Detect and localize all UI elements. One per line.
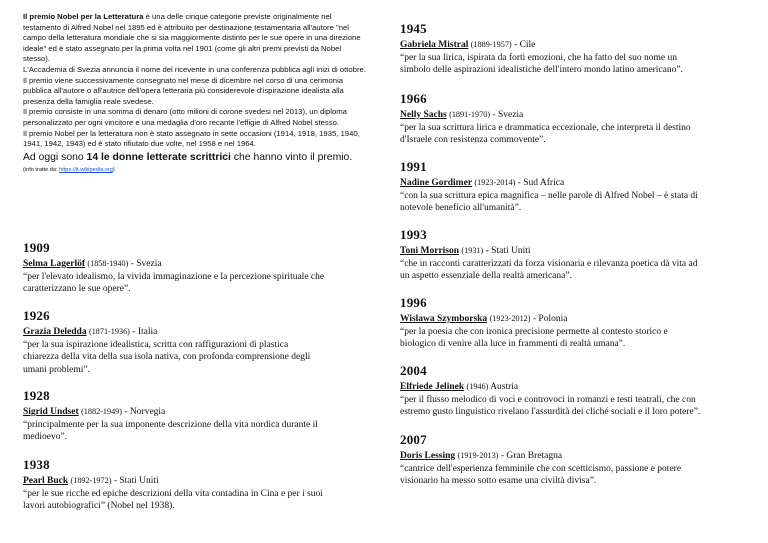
motivation-line: “per l'elevato idealismo, la vivida immaginazione e la percezione spirituale che xyxy=(23,271,325,282)
entry-year: 2004 xyxy=(400,363,427,378)
motivation-line: “per la sua ispirazione idealistica, scritta con raffigurazioni di plastica xyxy=(23,339,289,350)
entry-year: 1996 xyxy=(400,295,427,310)
laureate-entry-1938 xyxy=(23,458,373,513)
motivation-line: simbolo delle aspirazioni idealistiche dell'intero mondo latino americano”. xyxy=(400,65,683,75)
motivation-line: medioevo”. xyxy=(23,432,68,442)
laureate-name: Doris Lessing xyxy=(400,451,456,461)
laureate-country: - Svezia xyxy=(128,259,162,269)
motivation-line: umani problemi”. xyxy=(23,364,91,375)
laureate-name: Selma Lagerlöf xyxy=(23,259,86,269)
motivation-line: “che in racconti caratterizzati da forza visionaria e rilevanza poetica dà vita ad xyxy=(400,258,698,269)
laureate-name: Toni Morrison xyxy=(400,246,460,256)
laureate-entry-1991 xyxy=(400,160,745,215)
motivation-line: d'Israele con resistenza commovente”. xyxy=(400,135,546,145)
laureate-entry-1945 xyxy=(400,22,745,77)
motivation-line: “per la poesia che con ironica precisione permette al contesto storico e xyxy=(400,326,668,337)
motivation-line: “cantrice dell'esperienza femminile che con scetticismo, passione e potere xyxy=(400,463,682,474)
entry-year: 1991 xyxy=(400,159,427,174)
laureate-dates: (1931) xyxy=(461,246,484,255)
laureate-country: - Norvegia xyxy=(122,407,166,417)
laureate-dates: (1892-1972) xyxy=(70,476,112,485)
entry-year: 1993 xyxy=(400,227,427,242)
laureate-entry-1909 xyxy=(23,241,373,296)
entry-year: 2007 xyxy=(400,432,427,447)
laureate-name: Nelly Sachs xyxy=(400,110,447,120)
intro-paragraph-4: Il premio Nobel per la letteratura non è stato assegnato in sette occasioni (1914, 1918, 1935, 1940, 1941, 1942, 1943) ed è stato rifiutato due volte, nel 1958 e nel 1964. xyxy=(23,128,360,149)
laureate-country: - Sud Africa xyxy=(515,178,565,188)
laureate-name: Pearl Buck xyxy=(23,476,69,486)
laureate-name: Elfriede Jelinek xyxy=(400,382,465,392)
laureate-dates: (1946) xyxy=(466,382,489,391)
laureate-name: Gabriela Mistral xyxy=(400,40,469,50)
intro-paragraph-3: Il premio consiste in una somma di denaro (otto milioni di corone svedesi nel 2013), un diploma personalizzato per ogni vincitore e una medaglia d'oro recante l'effigie di Alfred Nobel stesso. xyxy=(23,107,347,127)
motivation-line: caratterizzano le sue opere”. xyxy=(23,284,131,294)
motivation-line: estremo gusto linguistico rivelano l'assurdità dei cliché sociali e il loro potere”. xyxy=(400,407,701,417)
laureate-dates: (1858-1940) xyxy=(87,259,129,268)
entry-year: 1938 xyxy=(23,457,50,472)
motivation-line: un aspetto essenziale della realtà americana”. xyxy=(400,271,572,281)
source-note: (info tratte da: https://it.wikipedia.org) xyxy=(23,166,115,173)
laureate-country: - Polonia xyxy=(530,314,568,324)
laureate-country: - Gran Bretagna xyxy=(498,451,563,461)
intro-paragraph-1: Il premio Nobel per la Letteratura è una delle cinque categorie previste originalmente nel testamento di Alfred Nobel nel 1895 ed è attribuito per destinazione testamentaria all'autore "nel campo della letteratura mondiale che si sia maggiormente distinto per le sue opere in una direzione ideale" ed è stato assegnato per la prima volta nel 1901 (come gli altri premi previsti da Nobel stesso). xyxy=(23,12,361,64)
laureate-dates: (1891-1970) xyxy=(449,110,491,119)
laureate-country: - Stati Uniti xyxy=(111,476,159,486)
laureate-dates: (1882-1949) xyxy=(81,407,123,416)
laureate-entry-2007 xyxy=(400,433,745,488)
laureate-entry-1928 xyxy=(23,389,373,444)
laureate-entry-1926 xyxy=(23,309,373,376)
laureate-name: Nadine Gordimer xyxy=(400,178,473,188)
laureate-entry-1966 xyxy=(400,92,745,147)
motivation-line: visionario ha messo sotto esame una civiltà divisa”. xyxy=(400,476,597,486)
laureate-dates: (1923-2014) xyxy=(474,178,516,187)
source-link[interactable]: https://it.wikipedia.org xyxy=(59,166,113,173)
motivation-line: “per la sua lirica, ispirata da forti emozioni, che ha fatto del suo nome un xyxy=(400,52,677,63)
motivation-line: “per la sua scrittura lirica e drammatica eccezionale, che interpreta il destino xyxy=(400,122,691,133)
laureate-country: Austria xyxy=(488,382,519,392)
laureate-dates: (1919-2013) xyxy=(457,451,499,460)
laureate-name: Grazia Deledda xyxy=(23,327,87,337)
laureate-country: - Italia xyxy=(129,327,158,337)
laureate-entry-2004 xyxy=(400,364,745,419)
entry-year: 1909 xyxy=(23,240,50,255)
laureate-country: - Svezia xyxy=(490,110,524,120)
women-count-statement: Ad oggi sono 14 le donne letterate scrittrici che hanno vinto il premio. xyxy=(23,151,353,163)
entry-year: 1945 xyxy=(400,21,427,36)
motivation-line: “principalmente per la sua imponente descrizione della vita nordica durante il xyxy=(23,419,318,430)
entry-year: 1926 xyxy=(23,308,50,323)
motivation-line: chiarezza della vita della sua isola nativa, con profonda comprensione degli xyxy=(23,352,311,362)
entry-year: 1928 xyxy=(23,388,50,403)
motivation-line: “per le sue ricche ed epiche descrizioni della vita contadina in Cina e per i suoi xyxy=(23,488,323,499)
entry-year: 1966 xyxy=(400,91,427,106)
motivation-line: “per il flusso melodico di voci e controvoci in romanzi e testi teatrali, che con xyxy=(400,394,696,405)
intro-paragraph-2: L'Accademia di Svezia annuncia il nome del ricevente in una conferenza pubblica agli inizi di ottobre. Il premio viene successivamente consegnato nel mese di dicembre nel corso di una cerimonia pubblica all'autore o all'autrice dell'opera letteraria più considerevole d'ispirazione idealista alla presenza della famiglia reale svedese. xyxy=(23,64,366,106)
laureate-entry-1993 xyxy=(400,228,745,283)
motivation-line: lavori autobiografici” (Nobel nel 1938). xyxy=(23,501,175,511)
motivation-line: notevole beneficio all'umanità”. xyxy=(400,203,522,213)
laureate-dates: (1889-1957) xyxy=(470,40,512,49)
motivation-line: biologico di venire alla luce in frammenti di realtà umana”. xyxy=(400,339,626,349)
laureate-name: Sigrid Undset xyxy=(23,407,79,417)
laureate-dates: (1871-1936) xyxy=(88,327,130,336)
laureate-entry-1996 xyxy=(400,296,745,351)
laureate-dates: (1923-2012) xyxy=(489,314,531,323)
laureate-country: - Cile xyxy=(511,40,536,50)
intro-section xyxy=(23,12,370,175)
intro-title: Il premio Nobel per la Letteratura xyxy=(23,12,144,21)
motivation-line: “con la sua scrittura epica magnifica – nelle parole di Alfred Nobel – è stata di xyxy=(400,190,698,201)
laureate-name: Wislawa Szymborska xyxy=(400,314,488,324)
laureate-country: - Stati Uniti xyxy=(483,246,531,256)
